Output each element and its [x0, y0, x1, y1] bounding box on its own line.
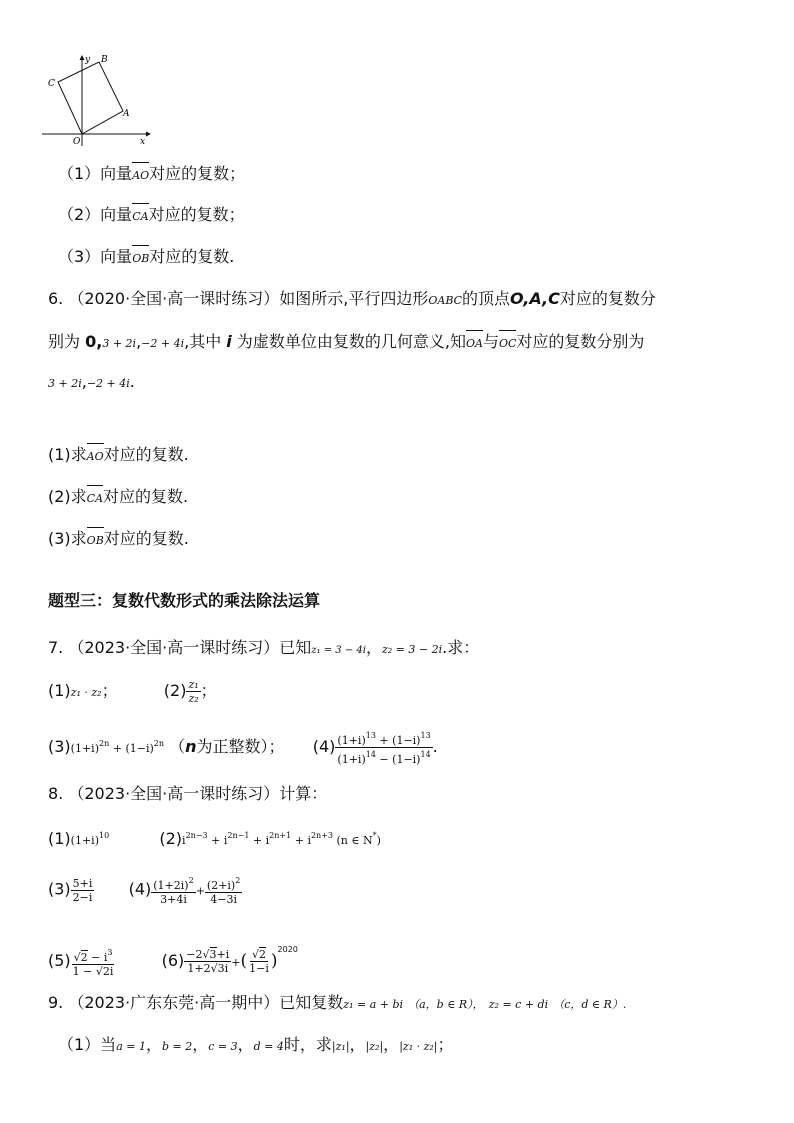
- q9-z2: z₂ = c + di: [488, 998, 549, 1011]
- section-title: 题型三：复数代数形式的乘法除法运算: [48, 591, 321, 610]
- q8-p6-fraction-b: [247, 948, 271, 975]
- q5-p1-suffix: 对应的复数；: [149, 164, 246, 183]
- q7-text1: 已知: [279, 638, 312, 657]
- q8-p1-expr: [70, 831, 110, 847]
- q7-p4-num-op: +: [375, 734, 393, 747]
- q8-source: （2023·全国·高一课时练习）: [68, 784, 280, 803]
- q8-p6-in-numerator: √2: [252, 948, 267, 961]
- q5-p3-prefix: （3）向量: [58, 247, 133, 266]
- q7-p4-num-b: (1−i): [392, 734, 421, 747]
- q6-line1: [48, 287, 656, 313]
- q8-number: 8.: [48, 784, 64, 803]
- q6-line2: [48, 329, 644, 356]
- vector-ca: CA: [132, 202, 148, 229]
- q8-p2-expr: [182, 831, 381, 847]
- q8-p5-denominator: 1 − √2i: [72, 964, 114, 978]
- q8-p6-den-radical: 3: [217, 962, 225, 975]
- q9-sep5: ，: [383, 1035, 400, 1054]
- q9-sep1: ，: [145, 1035, 162, 1054]
- q8-p4-num-a: (1+2i): [153, 879, 189, 892]
- q8-p6-den-a: 1+2: [187, 962, 211, 975]
- q6-text7: 对应的复数分别为: [516, 332, 645, 351]
- q7-p4-denominator: [335, 748, 432, 766]
- q7-p1-label: (1): [48, 681, 71, 700]
- q8-p6-num-a: −2: [186, 948, 203, 961]
- q8-p2-e3: 2n+1: [269, 831, 292, 840]
- q7-number: 7.: [48, 638, 64, 657]
- q6-text6: 为虚数单位由复数的几何意义,知: [236, 332, 466, 351]
- q7-p3-note: 为正整数）；: [196, 737, 285, 756]
- q5-p3-suffix: 对应的复数.: [149, 247, 235, 266]
- parallelogram-figure: [40, 50, 155, 150]
- q7-p3-plus: +: [109, 742, 126, 755]
- q8-p4-fraction-b: [205, 874, 242, 906]
- q8-p5-label: (5): [48, 951, 71, 970]
- q6-line3: [48, 370, 135, 396]
- q7-p4-den-a: (1+i): [337, 753, 366, 766]
- q6-line3-z1: 3 + 2i: [48, 377, 82, 390]
- q6-comma: ,: [136, 332, 142, 351]
- q8-p1-label: (1): [48, 829, 71, 848]
- q6-z1: 3 + 2i: [102, 337, 137, 350]
- q8-p6-denominator: 1+2√3i: [187, 962, 229, 975]
- q9-cond1: （a，b ∈ R），: [408, 998, 484, 1011]
- parallelogram-shape: [58, 62, 123, 134]
- q7-p1-expr: z₁ · z₂: [70, 686, 102, 699]
- q8-p5-den-c: i: [109, 964, 114, 978]
- q8-p5-num-b: − i: [87, 950, 108, 964]
- q7-p3-expr: [70, 739, 165, 755]
- q6-line3-end: .: [129, 372, 135, 391]
- q5-part2: [58, 202, 245, 229]
- q7-p4-num-eb: 13: [420, 731, 431, 740]
- q7-p4-numerator: [335, 729, 432, 748]
- vector-ob: OB: [132, 244, 149, 271]
- q9-source: （2023·广东东莞·高一期中）: [68, 993, 280, 1012]
- q7-p2-numerator: z₁: [188, 678, 199, 691]
- q8-p5-den-a: 1 −: [72, 964, 96, 978]
- q8-p6-in-denominator: 1−i: [249, 962, 269, 975]
- q5-part3: [58, 244, 234, 271]
- q8-p2-i3: i: [265, 834, 270, 847]
- figure-label-c: C: [48, 79, 55, 89]
- vector-ao: AO: [132, 161, 149, 188]
- q7-line1: [48, 636, 479, 663]
- q6-text2: 的顶点: [462, 289, 511, 308]
- q6-text3: 对应的复数分: [559, 289, 656, 308]
- q9-sep4: ，: [349, 1035, 366, 1054]
- q8-p6-exp: 2020: [277, 945, 298, 954]
- q7-p4-num-a: (1+i): [337, 734, 366, 747]
- q8-p4-num-b: (2+i): [206, 879, 236, 892]
- q6-p2-prefix: (2)求: [48, 487, 87, 506]
- q7-p3-base-b: (1−i): [125, 742, 154, 755]
- q7-p4-den-op: −: [375, 753, 393, 766]
- q6-i: i: [226, 332, 232, 351]
- q7-p3-exp-a: 2n: [99, 739, 110, 748]
- q8-p1-base: (1+i): [70, 834, 99, 847]
- q8-line2: [48, 824, 381, 853]
- y-axis-arrow: [80, 55, 85, 60]
- q7-p4-den-b: (1−i): [392, 753, 421, 766]
- q8-p6-fraction-a: [184, 948, 231, 975]
- q6-p3-suffix: 对应的复数.: [103, 529, 189, 548]
- q8-p2-label: (2): [159, 829, 183, 848]
- q7-z1: z₁ = 3 − 4i: [311, 645, 366, 656]
- q6-z2: −2 + 4i: [141, 337, 185, 350]
- q8-p4-num-a-wrap: [151, 874, 195, 893]
- q6-oabc: OABC: [428, 294, 463, 307]
- q8-p6-den-c: i: [224, 962, 229, 975]
- q8-p5-den-radical: 2: [102, 964, 110, 978]
- q9-number: 9.: [48, 993, 64, 1012]
- figure-label-o: O: [73, 137, 81, 147]
- q6-part2: [48, 484, 188, 511]
- q8-p4-exp-a: 2: [188, 876, 194, 885]
- q8-p3-numerator: 5+i: [72, 876, 93, 890]
- x-axis-arrow: [146, 132, 151, 137]
- q5-part1: [58, 161, 245, 188]
- q8-p5-num-radical: 2: [80, 950, 88, 964]
- q8-p2-plus3: +: [291, 834, 308, 847]
- q9-a: a = 1: [116, 1040, 146, 1053]
- q6-yu: 与: [482, 332, 499, 351]
- q8-line4: [48, 938, 298, 978]
- q8-p2-e1: 2n−3: [185, 831, 208, 840]
- figure-label-b: B: [101, 55, 108, 65]
- q9-line2: [58, 1033, 454, 1059]
- q9-cond2: （c，d ∈ R）.: [553, 998, 627, 1011]
- q9-z1: z₁ = a + bi: [343, 998, 404, 1011]
- q8-p6-num-c: +i: [216, 948, 230, 961]
- q6-p3-prefix: (3)求: [48, 529, 87, 548]
- q9-abs2: |z₂|: [365, 1040, 384, 1053]
- figure-label-x: x: [140, 137, 146, 147]
- q6-p1-prefix: (1)求: [48, 445, 87, 464]
- q8-p4-plus: +: [195, 884, 205, 898]
- q6-number: 6.: [48, 289, 64, 308]
- q8-p6-numerator: −2√3+i: [186, 948, 230, 961]
- q7-p4-end: .: [432, 737, 438, 756]
- vector-ob: OB: [87, 526, 104, 553]
- q8-p2-e2: 2n−1: [227, 831, 250, 840]
- q8-p5-fraction: [71, 946, 116, 978]
- q7-source: （2023·全国·高一课时练习）: [68, 638, 280, 657]
- q6-part1: [48, 442, 189, 469]
- q8-p6-label: (6): [161, 951, 185, 970]
- q9-text1: 已知复数: [279, 993, 344, 1012]
- q9-sep2: ，: [192, 1035, 209, 1054]
- q7-p4-den-eb: 14: [420, 750, 431, 759]
- q8-line1: [48, 782, 327, 806]
- q8-p5-numerator: $√2 - i^3$: [73, 947, 113, 964]
- q6-source: （2020·全国·高一课时练习）: [68, 289, 280, 308]
- vector-oc: OC: [499, 329, 516, 356]
- q6-text4: 别为: [48, 332, 81, 351]
- q9-abs1: |z₁|: [331, 1040, 350, 1053]
- q8-p5-num-exp: 3: [107, 947, 113, 957]
- q9-p1-label: （1）当: [58, 1035, 117, 1054]
- q7-p4-label: (4): [312, 737, 336, 756]
- q5-p2-suffix: 对应的复数；: [148, 205, 245, 224]
- q5-p2-prefix: （2）向量: [58, 205, 133, 224]
- q8-p2-i2: i: [223, 834, 228, 847]
- q8-p3-label: (3): [48, 879, 71, 899]
- q7-line2: [48, 678, 217, 705]
- vector-ao: AO: [87, 442, 104, 469]
- q8-p6-right-paren: ): [270, 951, 278, 971]
- q7-sep: ，: [365, 638, 382, 657]
- q8-p2-close: ): [376, 834, 381, 847]
- q7-p4-num-ea: 13: [365, 731, 376, 740]
- q8-p6-left-paren: (: [240, 951, 248, 971]
- figure-label-y: y: [85, 55, 91, 65]
- q7-p3-n: n: [185, 737, 197, 756]
- q8-p2-star: *: [372, 831, 377, 840]
- q6-line3-comma: ,: [81, 372, 87, 391]
- figure-label-a: A: [123, 109, 130, 119]
- q7-p2-fraction: [186, 678, 200, 705]
- q8-p1-exp: 10: [99, 831, 110, 840]
- q7-p3-note-open: （: [169, 737, 186, 756]
- q9-abs3: |z₁ · z₂|: [399, 1040, 438, 1053]
- q7-p4-den-ea: 14: [365, 750, 376, 759]
- q9-line1: [48, 991, 626, 1017]
- q8-p2-i1: i: [182, 834, 186, 847]
- q7-text2: .求：: [442, 638, 480, 657]
- q8-p2-cond: (n ∈ N: [336, 834, 373, 847]
- q8-p3-denominator: 2−i: [72, 890, 93, 904]
- q7-p3-base-a: (1+i): [70, 742, 99, 755]
- q8-p6-plus: +: [231, 956, 241, 969]
- q9-c: c = 3: [208, 1040, 238, 1053]
- q7-p2-denominator: z₂: [188, 692, 199, 705]
- q9-b: b = 2: [161, 1040, 193, 1053]
- q6-p1-suffix: 对应的复数.: [103, 445, 189, 464]
- q9-d: d = 4: [253, 1040, 284, 1053]
- q6-text1: 如图所示,平行四边形: [279, 289, 429, 308]
- q8-p2-e4: 2n+3: [310, 831, 334, 840]
- q7-line3: [48, 729, 438, 766]
- q8-text1: 计算：: [279, 784, 328, 803]
- q8-p4-exp-b: 2: [235, 876, 241, 885]
- q7-p1-end: ；: [101, 681, 118, 700]
- vector-oa: OA: [466, 329, 483, 356]
- q6-line3-z2: −2 + 4i: [86, 377, 130, 390]
- q6-zero: 0,: [85, 332, 103, 351]
- q6-text5: ,其中: [184, 332, 222, 351]
- q8-p4-fraction-a: [151, 874, 195, 906]
- q8-p4-label: (4): [128, 879, 152, 899]
- q8-p4-num-b-wrap: [205, 874, 242, 893]
- q8-p2-plus1: +: [207, 834, 224, 847]
- q8-p6-in-radical: 2: [259, 948, 267, 961]
- q7-p3-label: (3): [48, 737, 71, 756]
- q6-p2-suffix: 对应的复数.: [103, 487, 189, 506]
- q9-sep3: ，: [237, 1035, 254, 1054]
- q7-p2-label: (2): [163, 681, 187, 700]
- q8-p6-num-radical: 3: [209, 948, 217, 961]
- q7-p2-end: ；: [200, 681, 217, 700]
- q5-p1-prefix: （1）向量: [58, 164, 133, 183]
- q8-p3-fraction: [71, 877, 95, 904]
- q8-p2-i4: i: [307, 834, 311, 847]
- q7-p3-exp-b: 2n: [153, 739, 165, 748]
- q6-part3: [48, 526, 189, 553]
- q9-end: ；: [437, 1035, 454, 1054]
- q8-p4-den-a: 3+4i: [160, 893, 187, 906]
- q6-vertices: O,A,C: [510, 289, 560, 308]
- q9-when: 时，求: [283, 1035, 332, 1054]
- q7-p4-fraction: [335, 729, 432, 766]
- vector-ca: CA: [87, 484, 103, 511]
- q7-z2: z₂ = 3 − 2i: [381, 643, 443, 656]
- q8-line3: [48, 874, 242, 906]
- q8-p4-den-b: 4−3i: [210, 893, 237, 906]
- q8-p2-plus2: +: [249, 834, 266, 847]
